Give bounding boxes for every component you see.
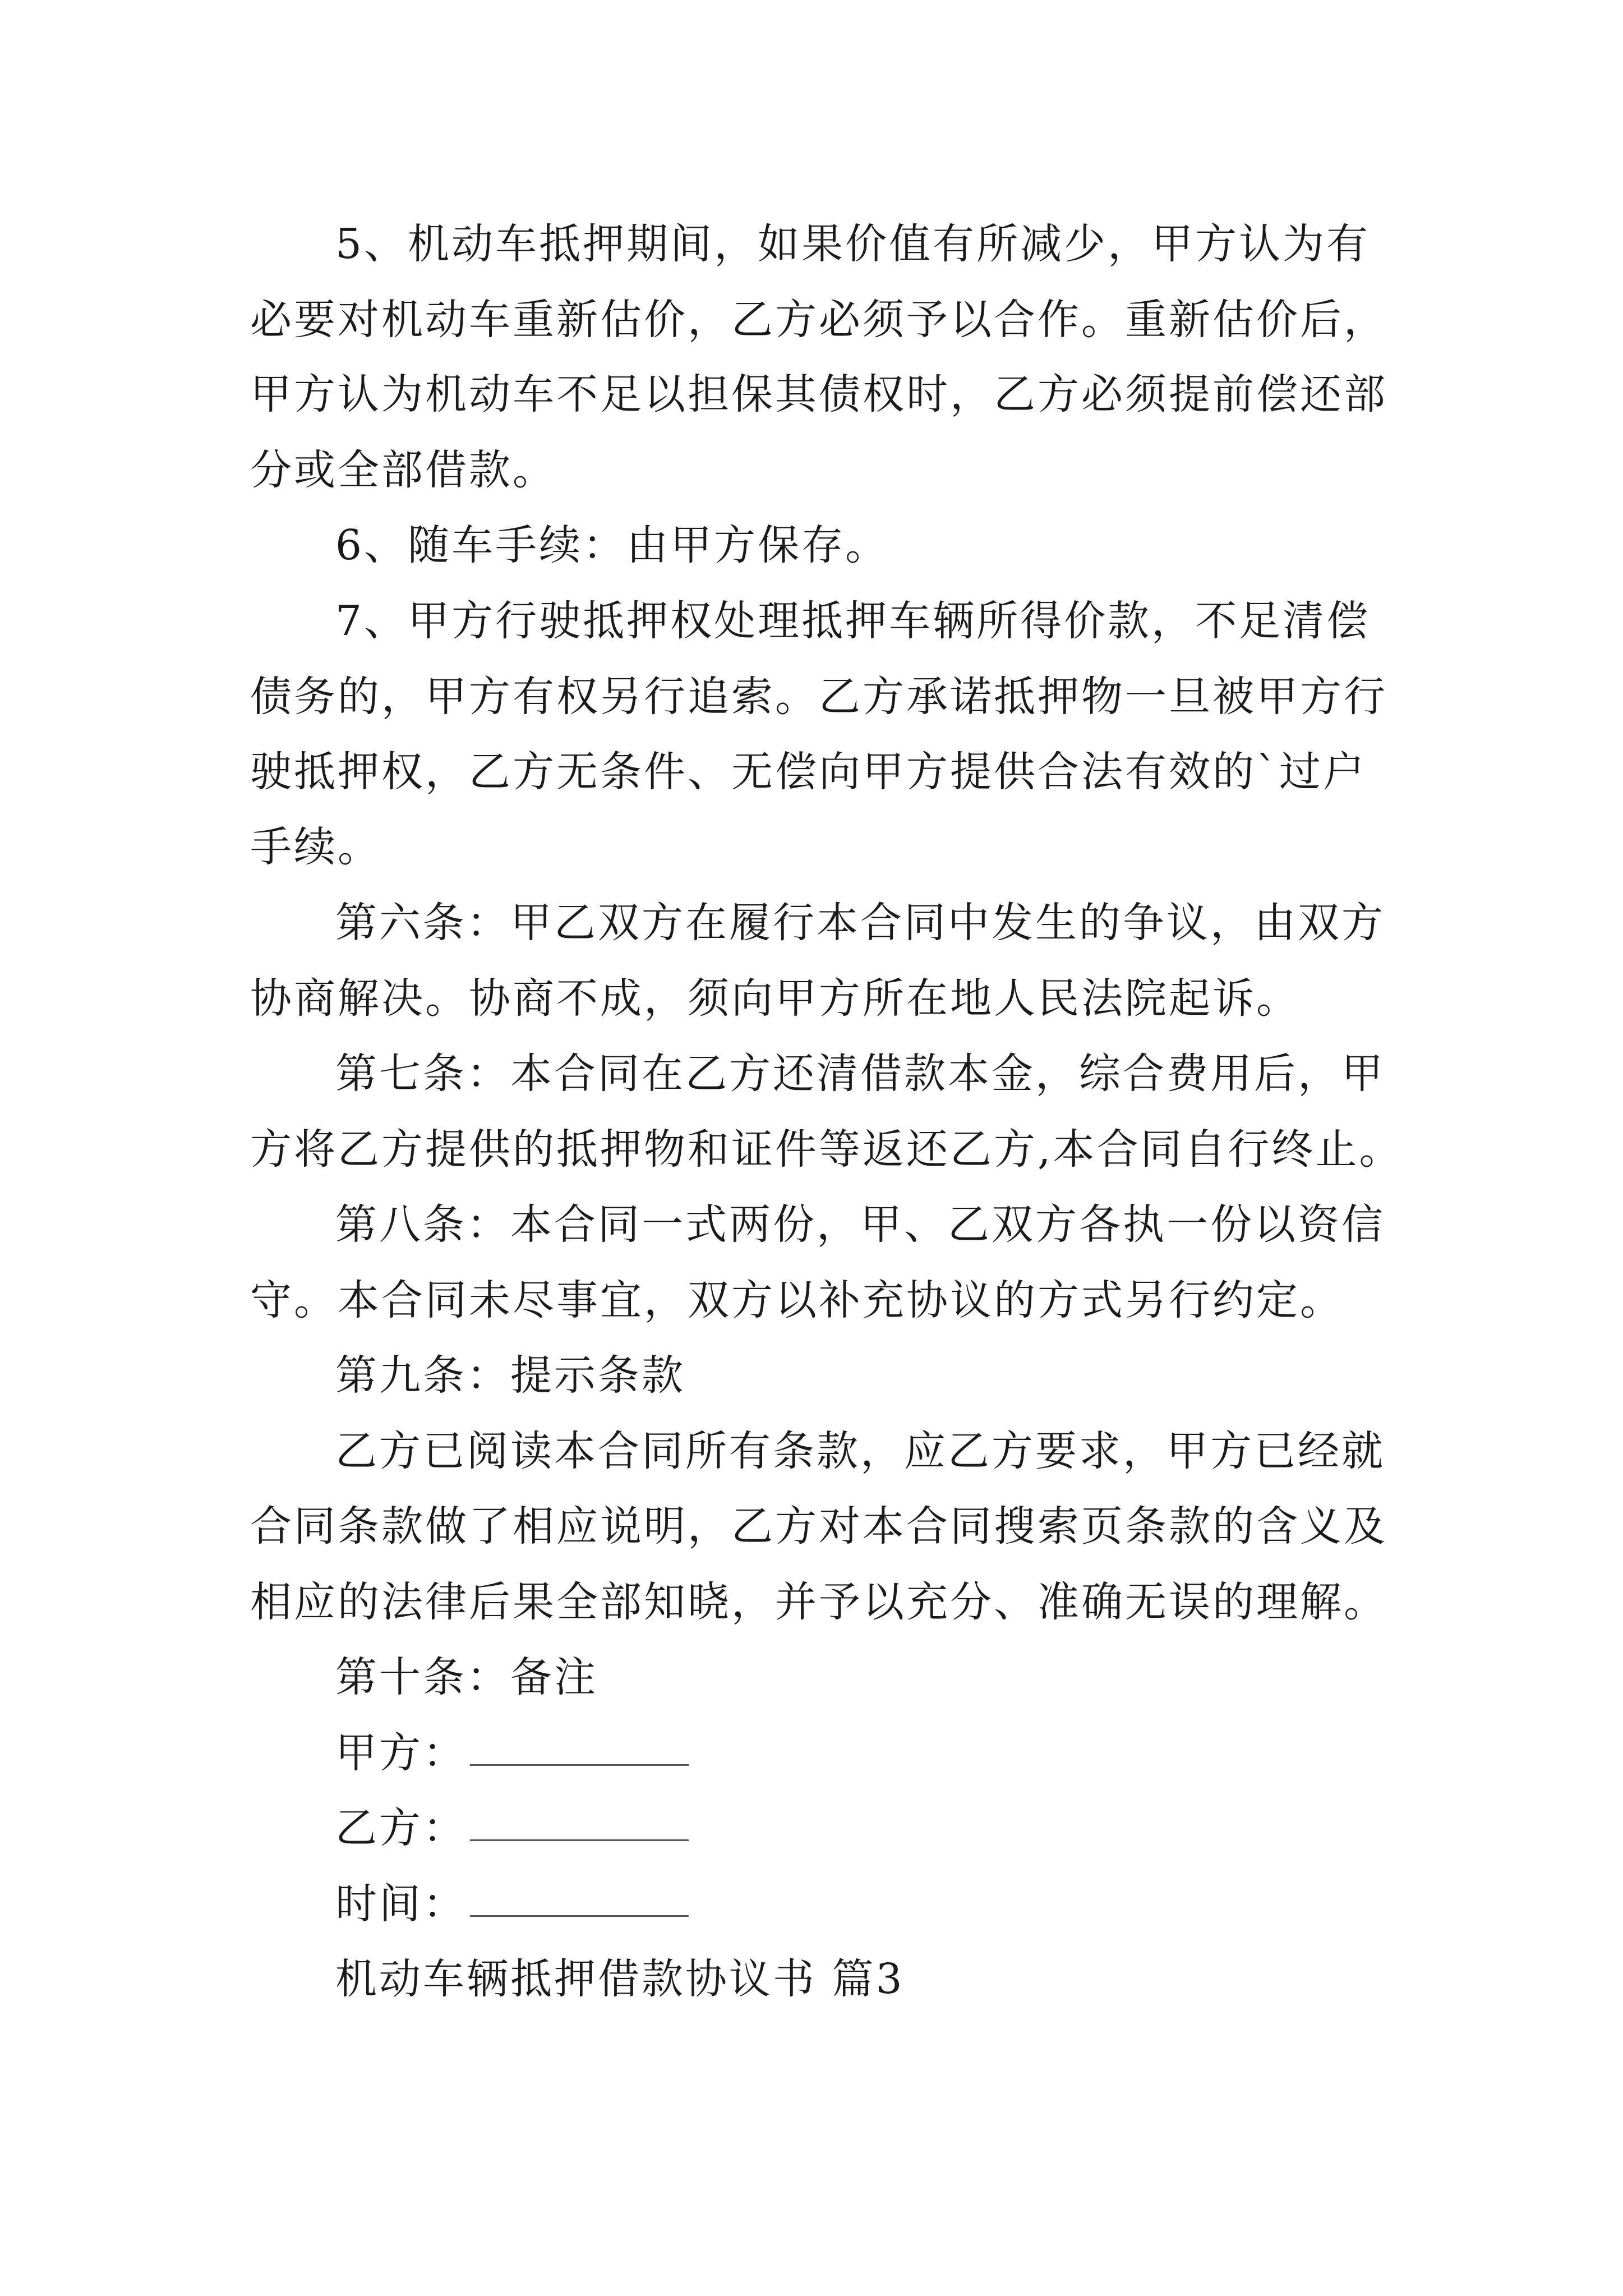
clause-5-line-4: 分或全部借款。 <box>250 446 556 494</box>
article-6-line-2: 协商解决。协商不成，须向甲方所在地人民法院起诉。 <box>250 974 1300 1023</box>
clause-6-line-1: 6、随车手续：由甲方保存。 <box>335 521 889 569</box>
article-7-line-1: 第七条：本合同在乙方还清借款本金，综合费用后，甲 <box>335 1050 1385 1098</box>
clause-7-line-2: 债务的，甲方有权另行追索。乙方承诺抵押物一旦被甲方行 <box>250 673 1387 721</box>
party-a-signature-row <box>335 1725 689 1781</box>
party-a-label: 甲方： <box>335 1729 467 1777</box>
party-a-blank-line <box>470 1764 689 1766</box>
clause-7-line-3: 驶抵押权，乙方无条件、无偿向甲方提供合法有效的`过户 <box>250 748 1367 796</box>
article-8-line-2: 守。本合同未尽事宜，双方以补充协议的方式另行约定。 <box>250 1276 1344 1324</box>
party-b-signature-row <box>335 1800 689 1856</box>
clause-7-line-1: 7、甲方行驶抵押权处理抵押车辆所得价款，不足清偿 <box>335 597 1371 645</box>
date-blank-line <box>470 1915 689 1917</box>
clause-5-line-3: 甲方认为机动车不足以担保其债权时，乙方必须提前偿还部 <box>250 370 1387 418</box>
next-section-heading: 机动车辆抵押借款协议书 篇3 <box>335 1955 905 2003</box>
party-b-blank-line <box>470 1839 689 1841</box>
article-9-line-3: 相应的法律后果全部知晓，并予以充分、准确无误的理解。 <box>250 1578 1387 1626</box>
article-6-line-1: 第六条：甲乙双方在履行本合同中发生的争议，由双方 <box>335 899 1385 947</box>
clause-7-line-4: 手续。 <box>250 823 381 871</box>
article-8-line-1: 第八条：本合同一式两份，甲、乙双方各执一份以资信 <box>335 1200 1385 1249</box>
clause-5-line-2: 必要对机动车重新估价，乙方必须予以合作。重新估价后， <box>250 296 1387 344</box>
article-7-line-2: 方将乙方提供的抵押物和证件等返还乙方,本合同自行终止。 <box>250 1125 1403 1174</box>
article-9-line-2: 合同条款做了相应说明，乙方对本合同搜索页条款的含义及 <box>250 1502 1387 1550</box>
party-b-label: 乙方： <box>335 1804 467 1852</box>
clause-5-line-1: 5、机动车抵押期间，如果价值有所减少，甲方认为有 <box>335 220 1371 268</box>
date-label: 时间： <box>335 1880 467 1928</box>
article-9-heading: 第九条：提示条款 <box>335 1351 685 1400</box>
date-signature-row <box>335 1876 689 1932</box>
article-9-line-1: 乙方已阅读本合同所有条款，应乙方要求，甲方已经就 <box>335 1427 1385 1475</box>
article-10-heading: 第十条：备注 <box>335 1653 598 1701</box>
